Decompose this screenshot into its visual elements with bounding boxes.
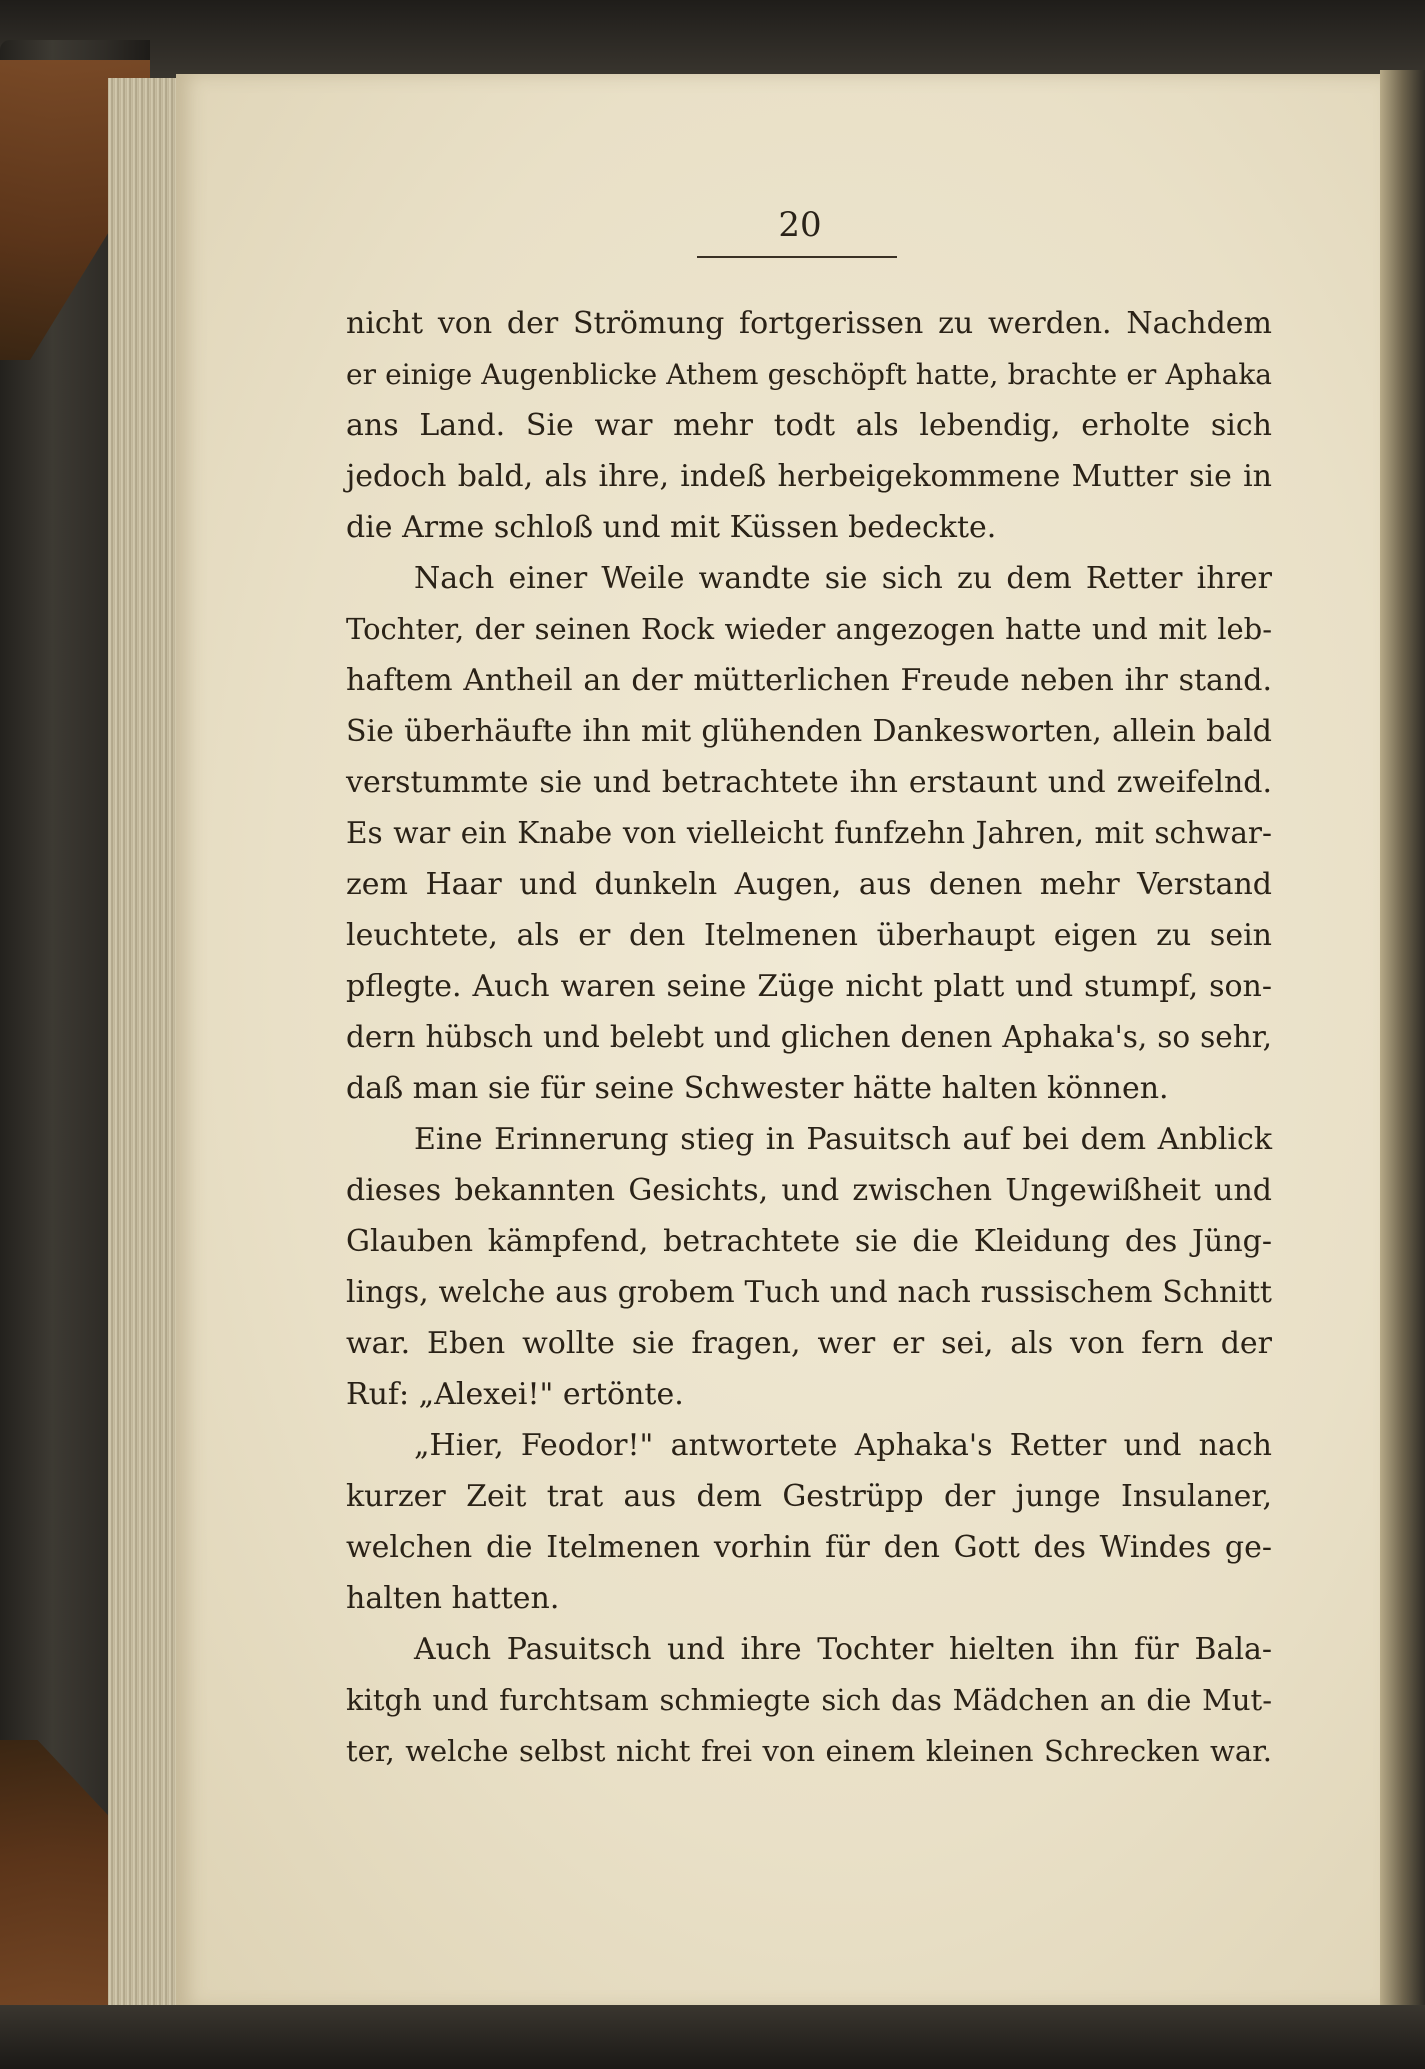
- text-line: ans Land. Sie war mehr todt als lebendig, erholte sich: [346, 408, 1272, 443]
- text-line: kurzer Zeit trat aus dem Gestrüpp der junge Insulaner,: [346, 1479, 1272, 1514]
- page-text: [346, 298, 1272, 1777]
- text-line: kitgh und furchtsam schmiegte sich das Mädchen an die Mut-: [346, 1683, 1272, 1717]
- text-line: lings, welche aus grobem Tuch und nach russischem Schnitt: [346, 1275, 1272, 1310]
- text-line: er einige Augenblicke Athem geschöpft hatte, brachte er Aphaka: [346, 358, 1272, 391]
- text-line: daß man sie für seine Schwester hätte halten können.: [346, 1071, 1169, 1106]
- text-line: war. Eben wollte sie fragen, wer er sei, als von fern der: [346, 1326, 1272, 1361]
- book-gutter-right: [1380, 70, 1425, 2020]
- text-line: Tochter, der seinen Rock wieder angezogen hatte und mit leb-: [346, 612, 1272, 646]
- book-binding-bottom: [0, 2005, 1425, 2069]
- text-line: Nach einer Weile wandte sie sich zu dem Retter ihrer: [414, 561, 1272, 596]
- text-line: jedoch bald, als ihre, indeß herbeigekommene Mutter sie in: [346, 459, 1272, 494]
- text-line: zem Haar und dunkeln Augen, aus denen mehr Verstand: [346, 867, 1272, 902]
- text-line: Eine Erinnerung stieg in Pasuitsch auf bei dem Anblick: [414, 1122, 1272, 1157]
- text-line: Glauben kämpfend, betrachtete sie die Kleidung des Jüng-: [346, 1224, 1272, 1259]
- text-line: Es war ein Knabe von vielleicht funfzehn Jahren, mit schwar-: [346, 816, 1272, 850]
- text-line: dern hübsch und belebt und glichen denen Aphaka's, so sehr,: [346, 1020, 1272, 1054]
- text-line: Auch Pasuitsch und ihre Tochter hielten ihn für Bala-: [414, 1632, 1272, 1667]
- book-binding-top: [0, 0, 1425, 80]
- text-line: die Arme schloß und mit Küssen bedeckte.: [346, 510, 997, 545]
- text-line: leuchtete, als er den Itelmenen überhaupt eigen zu sein: [346, 918, 1272, 953]
- text-line: dieses bekannten Gesichts, und zwischen Ungewißheit und: [346, 1173, 1272, 1208]
- text-line: welchen die Itelmenen vorhin für den Gott des Windes ge-: [346, 1530, 1272, 1565]
- text-line: halten hatten.: [346, 1581, 560, 1616]
- text-line: Ruf: „Alexei!" ertönte.: [346, 1377, 684, 1412]
- text-line: „Hier, Feodor!" antwortete Aphaka's Retter und nach: [414, 1428, 1272, 1463]
- text-line: pflegte. Auch waren seine Züge nicht platt und stumpf, son-: [346, 969, 1272, 1004]
- text-line: haftem Antheil an der mütterlichen Freude neben ihr stand.: [346, 663, 1272, 698]
- text-line: ter, welche selbst nicht frei von einem kleinen Schrecken war.: [346, 1734, 1272, 1768]
- text-line: Sie überhäufte ihn mit glühenden Dankesworten, allein bald: [346, 714, 1272, 749]
- page-number-rule: [697, 256, 897, 258]
- text-line: verstummte sie und betrachtete ihn erstaunt und zweifelnd.: [346, 765, 1272, 800]
- text-line: nicht von der Strömung fortgerissen zu werden. Nachdem: [346, 306, 1272, 341]
- page-number: 20: [778, 205, 822, 245]
